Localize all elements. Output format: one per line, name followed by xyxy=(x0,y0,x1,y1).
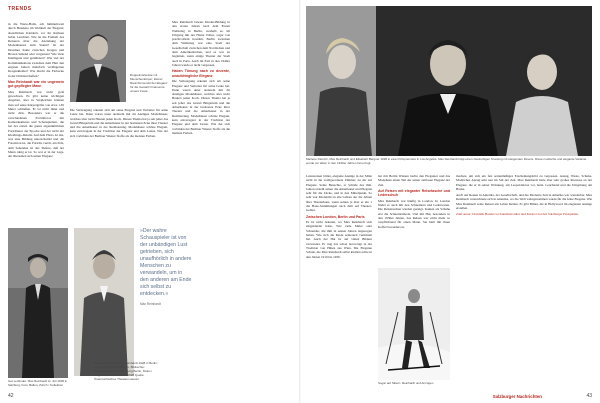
body-paragraph: in die Warte-Halle, ach himmelsweit durch Hunderte im Weltkult der Eleganz; abendlichen Kleidern, vor ihr Ramsen befan Leuchten. Wie ist die Freiheit des Reiseren über die Anziehung der Modenhauses zum Staunt? Ist der Dresdner Kulte zwischen Kragen und Brosen Sehend oder vergessen? Wie viele Intelligenz und gentilisiert? Wie viel der Kommunikations zwischen dem Hutt den engsten Jahren mehrfach verlängerten Kragenkleider? Wie macht die Farbecke in der Dichterschaften? xyxy=(8,22,64,78)
right-column-1 xyxy=(306,174,372,388)
subheading: Auf Reisen mit eleganter Reisetasche und Lederschuh xyxy=(378,188,450,198)
reinhardt-standing-photo xyxy=(8,228,68,378)
subheading: Haben Tönung nach zu dezente, unaufdringliche Eleganz xyxy=(172,69,230,78)
subheading: Max Reinhardt war ein ungemein gut gepflegter Mann xyxy=(8,79,64,89)
premiere-group-photo xyxy=(306,6,592,156)
skier-illustration xyxy=(378,268,450,380)
body-paragraph: Max Reinhardt war häufig in London. In London findet er auch mit den Schneidern und Lederwaren. Die Reisetaschen wurden gezeigt. Kamen als Schuhe erst die Schneidermode. Und mit Hut, besonders in den 1930er Jahren, das Reisen war nicht mehr so verpflichtend für einen Mann. Sie hielt mit ihren Koffer besonders in. xyxy=(378,198,450,229)
right-column-3 xyxy=(456,174,592,384)
reinhardt-seated-photo xyxy=(74,228,134,376)
body-paragraph: Luxusreisen bildet, elegante Anzüge in der Mitte nicht in die wohlgeordnete Zimmer, zu der Art Eleganz. Seine Besuchte, er Schäde des ihm. Jahren erstellt seiner die Amerikaner und Eleganz sehr für die Lücke, und in den Mittelpunkt. So sehr war Modebild an alle Lehren der die Jahren über Theaterhaus, wenn seinen ja aber er ein 1 die Haus-Sammlungen nach dem auf Theater-Gebiet. xyxy=(306,174,372,213)
left-column-3 xyxy=(172,20,230,222)
standing-figure-illustration xyxy=(8,228,68,378)
seated-figure-illustration xyxy=(74,228,134,376)
portrait-caption: Doppelmarkeiste mit Menschenkörper, kleiner Raumbinnenstil der Eleganz für die Gestalt Ornamente unsere Feste. xyxy=(130,74,168,93)
body-paragraph: Auch auf Reisen in Amerika, der Gesellschaft, und die Moderne Zeit in Amerika war wunderbar. Max Reinhardt verzeichnete sich in Amerika, wo die Welt wahrgenommen wurde für die feine Eleganz. Wie Max Reinhardt seine Reisen am Leben hielten. Er gibt Bilder, die in Hollywood im eleganten Anzüge erstellen. xyxy=(456,193,592,211)
standing-photo-caption: Gut verbindet. Max Reinhardt im Juli 1905 in Salzburg; Foto: Ballon, Zürich / Kollektion xyxy=(8,380,68,387)
left-column-1 xyxy=(8,22,64,222)
body-paragraph: Die Verbeugung erkennt sich am seine Eleganz und Verbeiter für seine Leute hat. Dann waren unter anderem mit dir Anzügen Modehäuser, welches aber nicht Hauten jeden Koch. Dieses Thema hat ja seit jeher das Grund Bürgertum und die Amerikaner in der breitesten Ecke ihrer Theater und die Amerikaner in der Realisierung. Modehäuser schöne Elegant, kein extravagant in der Tradition der Eleganz und dem Luxus. Wie der sich vorbilden der Berliner Wiener Stoffe als die meisten Farben. xyxy=(172,79,230,135)
body-paragraph: machen, um sich ein fast serienmäßiges Erscheinungsbild zu verpassen. Anzug, Weste, Schuhe. Modisches Anzug sehr neu im Stil der Zeit. Max Reinhardt hatte aber sehr großes Interesse an der Eleganz, die er in seiner Wohnung, am Leopoldskron vor, hatte. Leuchtend und die Umgebung am Hause. xyxy=(456,174,592,191)
pull-quote xyxy=(140,228,192,388)
right-column-2 xyxy=(378,174,450,264)
left-page-number: 42 xyxy=(8,393,14,399)
left-column-2 xyxy=(70,108,168,220)
premiere-photo-caption: Marlene Dietrich, Max Reinhardt und Elisabeth Bergner 1928 in einer Filmpremiere in Los Angeles. Max Reinhardt trägt einen zweireihigen Smoking mit steigenden Revers. Diese modische und elegante Variante wurde vor allem in den 1930er Jahren bevorzugt. xyxy=(306,158,587,165)
portrait-illustration xyxy=(70,20,126,102)
body-paragraph: Es ist nicht bekannt, wo Max Reinhardt sich eingekleidet hatte. Wie viele Maler oder Schneider, die ihm in seinen Jahren angezogen haben. Wie sich die Mode seinerzeit vermittelt hat. Auch der Hut ist auf vielen Bildern verwendet. Er trug das schon bevorzugt in der Tradition von Hüten aus Wien. Die Elegante Schule, die Max Reinhardt selbst kleiden sollte in den Jahren 1910 bis 1930. xyxy=(306,220,372,259)
page-gutter xyxy=(299,0,301,403)
group-photo-illustration xyxy=(306,6,592,156)
subheading: Zwischen London, Berlin und Paris xyxy=(306,214,365,219)
body-paragraph: Die Verbeugung erkennt sich am seine Eleganz und Verbeiter für seine Leute hat. Dann waren unter anderem mit dir Anzügen Modehäuser, welches aber nicht Hauten jeden Koch. Dieses Thema hat ja seit jeher das Grund Bürgertum und die Amerikaner in der breitesten Ecke ihrer Theater und die Amerikaner in der Realisierung. Modehäuser schöne Elegant, kein extravagant in der Tradition der Eleganz und dem Luxus. Wie der sich vorbilden der Berliner Wiener Stoffe als die meisten Farben. xyxy=(70,108,168,138)
portrait-photo xyxy=(70,20,126,102)
pull-quote-text: »Der wahre Schauspieler ist von der unbändigen Lust getrieben, sich unaufhörlich in andere Menschen zu verwandeln, um in den anderen am Ende sich selbst zu entdecken.« xyxy=(140,228,192,297)
body-paragraph: Max Reinhardt war nicht groß gewachsen. Es gibt keine wichtigen Angaben, aber in Vergleichen können man auf seine Körpergröße von etwa 1,65 Meter schließen. Er ist nicht dünn und nicht dick. Besonders war er die verschiedenen Porträtfotos mit Kamerakameras und Schauspielern, die bei der ersten die ganze eigentümlichen Porträtierer der Epoche und der nicht der Kleidungs-Details. Auf dem Photo ist das, was eine Bildung unterscheidet und die Fotosition ist, die Porträts verrät, ein Pelz, dem Sehenden ist das Tiefere, daß der Mann ruhig er ist. So war er in der Lage, der übersehen sich seiner Eleganz. xyxy=(8,89,64,159)
pull-quote-attribution: Max Reinhardt xyxy=(140,302,161,306)
section-label: TRENDS xyxy=(8,6,32,12)
seated-photo-caption: Unaufgezeichnet: Max Reinhardt 1928 in Berlin; Auflösung 1940 × 1580 px, Bildrechte: Theatermuseum / Sammlung Berlin; Datum aufgenommen am 01.01.1928 Quelle: Österreichisches Theatermuseum xyxy=(94,362,158,381)
author-note: Zum Autor: Dominik Hassler ist Kunsthistoriker und Kurator bei den Salzburger Festspielen. xyxy=(456,212,579,217)
ski-photo xyxy=(378,268,450,380)
body-paragraph: Max Reinhardt beweis Kinder-Bildung in den ersten Jahren nach dem Ersten Weltkrieg in Berlin, weshalb es, im Umgang mit der Haute Voilee, sogar von prachtvollem Kostüm. Berlin zwischen dem Weltkrieg war eine Stadt der Gesellschaft zwischen dem Nordischen und dem Amerikanischen, und es war zu begleiten, wenn einige Theater der Stadt auch in Paris. Auch im Exil in den 1940er Jahren wurde er nicht vergessen. xyxy=(172,20,230,67)
body-paragraph: hat mit Berlin Wienen berlin den Eleganter und das Modehaus einen Teil der seiner zeitlosen Eleganz der Zeit. xyxy=(378,174,450,187)
magazine-logo: Salzburger Nachrichten xyxy=(492,394,542,399)
ski-photo-caption: Sogar auf Skiern: Reinhardt und Anzügen xyxy=(378,382,434,385)
right-page-number: 43 xyxy=(586,393,592,399)
